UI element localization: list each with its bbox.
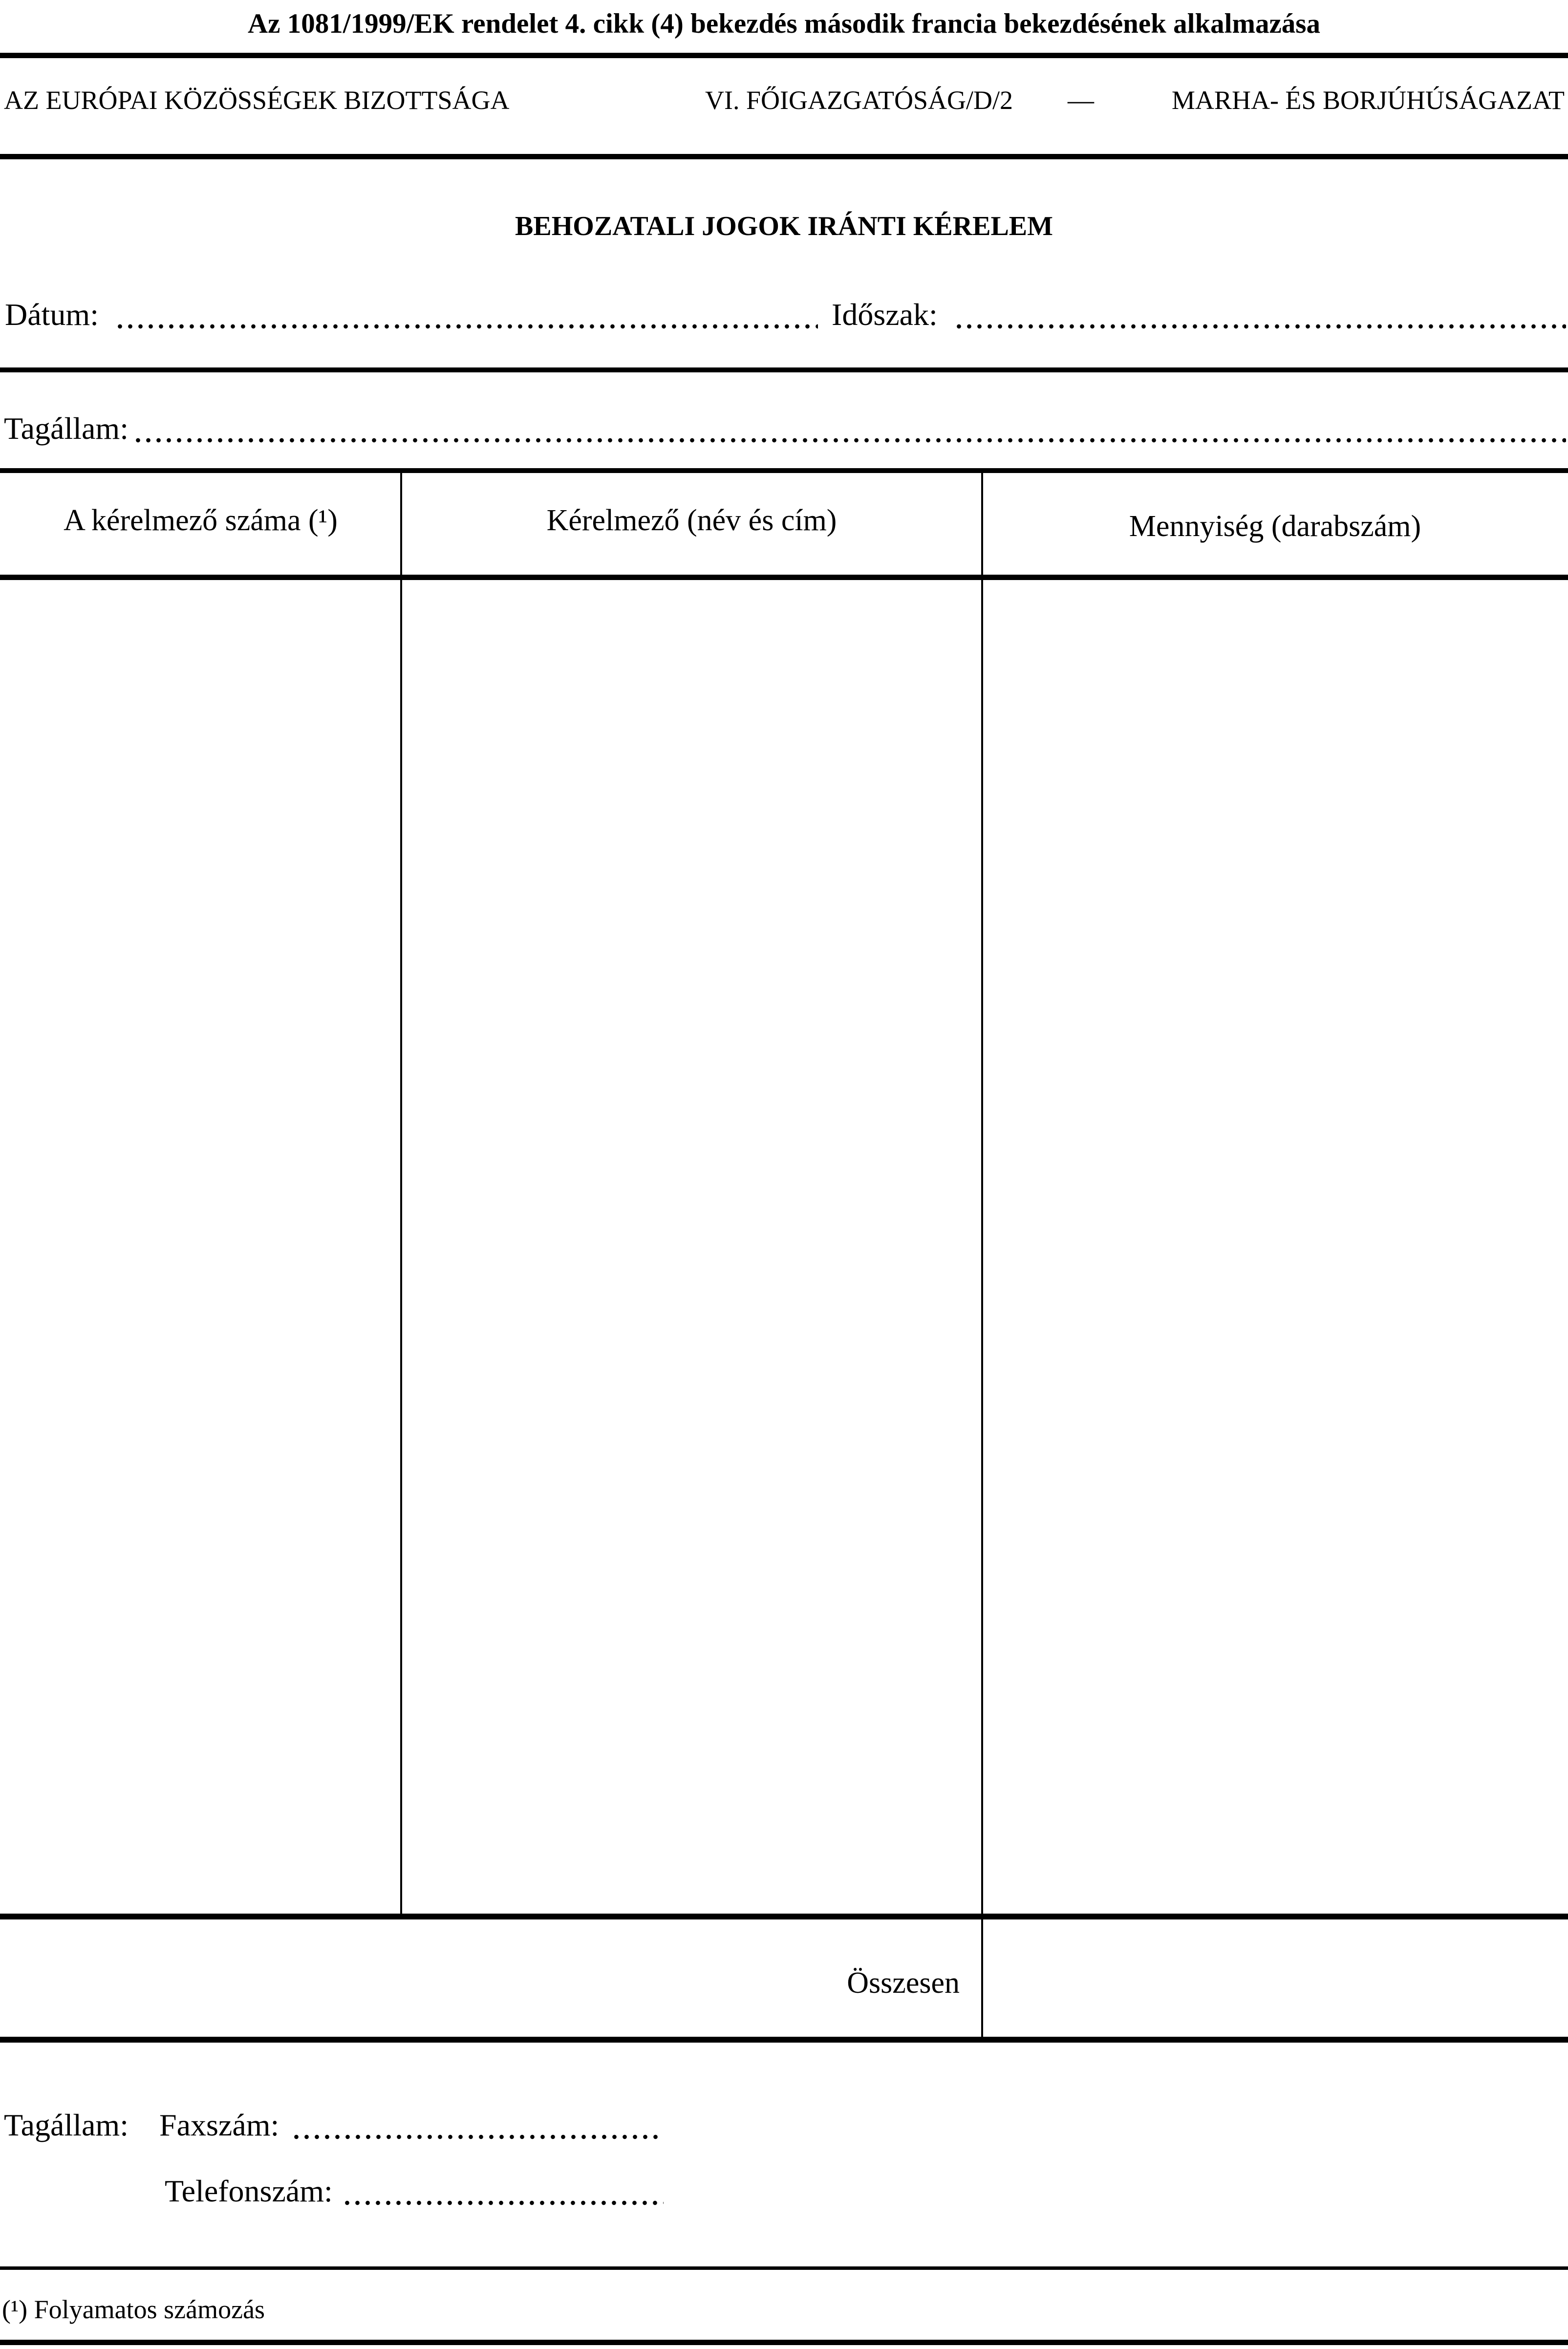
date-label: Dátum: <box>5 297 99 332</box>
fax-field-dotted-line <box>291 2134 664 2139</box>
rule-below-date-row <box>0 367 1568 372</box>
contact-member-state-label: Tagállam: <box>4 2108 129 2142</box>
table-top-rule <box>0 468 1568 473</box>
total-row-bottom-rule <box>0 2037 1568 2043</box>
phone-field-dotted-line <box>342 2200 664 2205</box>
table-header-quantity: Mennyiség (darabszám) <box>1129 510 1421 543</box>
period-field-dotted-line <box>954 324 1566 329</box>
commission-name: AZ EURÓPAI KÖZÖSSÉGEK BIZOTTSÁGA <box>4 86 510 115</box>
fax-label: Faxszám: <box>159 2108 279 2142</box>
table-header-bottom-rule <box>0 575 1568 580</box>
sector-name: MARHA- ÉS BORJÚHÚSÁGAZAT <box>1171 86 1565 115</box>
footnote-separator-rule <box>0 2266 1568 2270</box>
rule-below-organization <box>0 154 1568 159</box>
total-value-cell <box>983 1919 1568 2037</box>
table-body-bottom-rule <box>0 1914 1568 1919</box>
footnote-continuous-numbering: (¹) Folyamatos számozás <box>2 2295 265 2324</box>
form-title: BEHOZATALI JOGOK IRÁNTI KÉRELEM <box>515 211 1053 241</box>
page-bottom-rule <box>0 2340 1568 2345</box>
total-label: Összesen <box>847 1966 960 2000</box>
period-label: Időszak: <box>832 297 938 332</box>
regulation-title: Az 1081/1999/EK rendelet 4. cikk (4) bekezdés második francia bekezdésének alkalmazása <box>248 8 1320 39</box>
phone-label: Telefonszám: <box>165 2174 333 2208</box>
table-header-applicant-name-address: Kérelmező (név és cím) <box>546 504 837 537</box>
dash-separator: — <box>1068 86 1094 115</box>
table-header-applicant-number: A kérelmező száma (¹) <box>64 504 338 537</box>
date-field-dotted-line <box>115 324 818 329</box>
table-body-empty <box>0 580 1568 1914</box>
directorate-name: VI. FŐIGAZGATÓSÁG/D/2 <box>705 86 1013 115</box>
member-state-field-dotted-line <box>133 438 1566 443</box>
rule-below-regulation-title <box>0 53 1568 58</box>
member-state-label: Tagállam: <box>4 411 129 446</box>
